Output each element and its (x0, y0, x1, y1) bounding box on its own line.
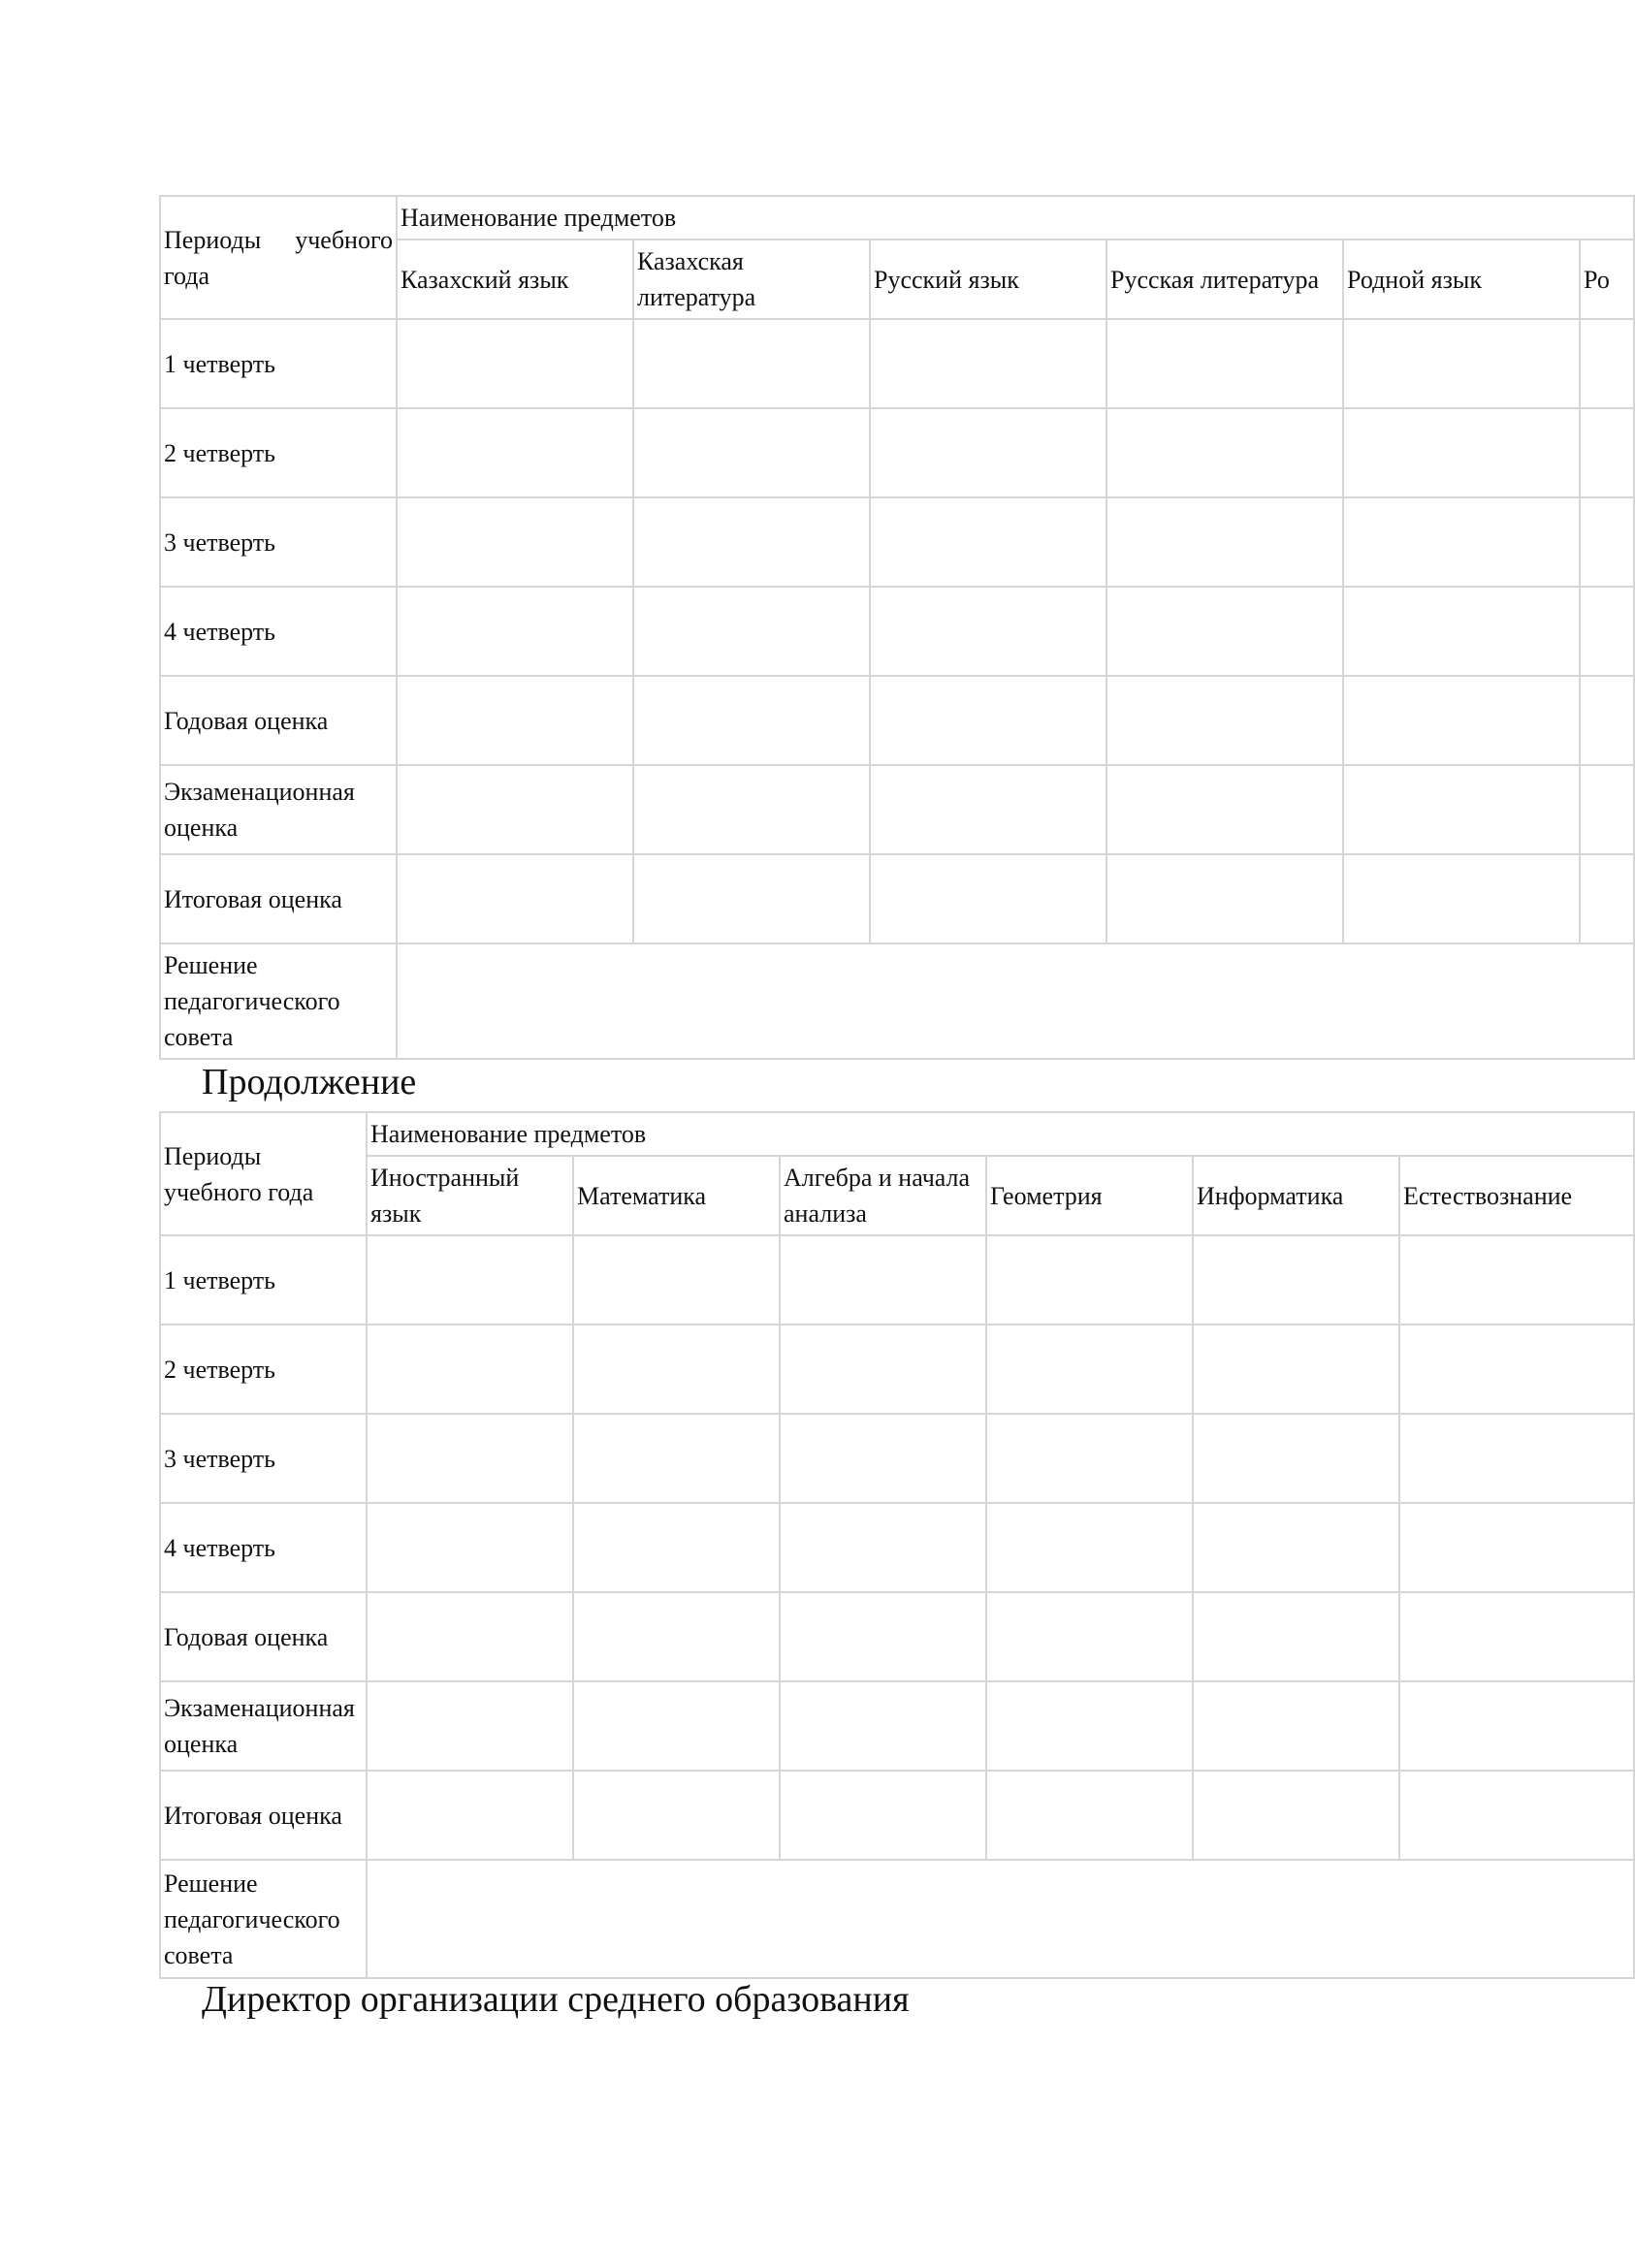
grade-cell (633, 408, 870, 497)
row-label: 4 четверть (160, 587, 397, 676)
grade-cell (870, 408, 1106, 497)
grade-cell (1106, 408, 1343, 497)
grade-cell (1193, 1325, 1399, 1414)
grade-cell (1106, 497, 1343, 587)
council-row (160, 943, 1634, 1059)
grade-cell (573, 1592, 780, 1681)
subject-header: Русский язык (870, 240, 1106, 319)
grade-cell (397, 854, 633, 943)
grade-cell (1399, 1325, 1634, 1414)
grade-cell (870, 319, 1106, 408)
grade-cell (986, 1592, 1193, 1681)
row-label: 3 четверть (160, 1414, 367, 1503)
grade-cell (573, 1681, 780, 1771)
grade-cell (870, 765, 1106, 854)
grade-cell (1343, 319, 1580, 408)
grade-cell (1343, 676, 1580, 765)
row-label: 4 четверть (160, 1503, 367, 1592)
grade-cell (367, 1414, 573, 1503)
grade-cell (1399, 1771, 1634, 1860)
grade-row (160, 408, 1634, 497)
subject-header: Казахский язык (397, 240, 633, 319)
grade-cell (573, 1235, 780, 1325)
grade-row (160, 1503, 1634, 1592)
subject-header: Геометрия (986, 1156, 1193, 1235)
grade-cell (1399, 1592, 1634, 1681)
grade-cell (1580, 587, 1634, 676)
grade-row (160, 676, 1634, 765)
grade-row (160, 587, 1634, 676)
grade-cell (1580, 765, 1634, 854)
row-label: 1 четверть (160, 1235, 367, 1325)
row-label: 3 четверть (160, 497, 397, 587)
council-row (160, 1860, 1634, 1978)
grade-cell (780, 1681, 986, 1771)
grade-cell (1580, 319, 1634, 408)
row-label: Итоговая оценка (160, 854, 397, 943)
grade-cell (1580, 497, 1634, 587)
grade-cell (573, 1414, 780, 1503)
grade-row (160, 1592, 1634, 1681)
grade-cell (1399, 1235, 1634, 1325)
grade-cell (1580, 854, 1634, 943)
grade-cell (397, 497, 633, 587)
continued-label: Продолжение (202, 1062, 417, 1102)
grade-cell (780, 1771, 986, 1860)
grade-cell (573, 1325, 780, 1414)
subject-header: Алгебра и начала анализа (780, 1156, 986, 1235)
grade-cell (1193, 1503, 1399, 1592)
grade-cell (870, 676, 1106, 765)
subject-header: Казахская литература (633, 240, 870, 319)
row-label: Экзаменационная оценка (160, 1681, 367, 1771)
grade-cell (1343, 765, 1580, 854)
row-label: Экзаменационная оценка (160, 765, 397, 854)
grade-cell (986, 1503, 1193, 1592)
row-label: Годовая оценка (160, 1592, 367, 1681)
grade-cell (633, 497, 870, 587)
grade-cell (397, 319, 633, 408)
grade-cell (1193, 1235, 1399, 1325)
row-label: 1 четверть (160, 319, 397, 408)
grade-cell (633, 319, 870, 408)
council-label: Решение педагогического совета (160, 943, 397, 1059)
grade-row (160, 497, 1634, 587)
grade-cell (986, 1325, 1193, 1414)
grade-row (160, 1414, 1634, 1503)
grade-cell (367, 1235, 573, 1325)
grade-cell (780, 1414, 986, 1503)
grade-cell (1399, 1414, 1634, 1503)
grade-cell (780, 1325, 986, 1414)
grade-cell (1106, 587, 1343, 676)
grade-cell (397, 408, 633, 497)
grade-cell (367, 1681, 573, 1771)
row-label: Итоговая оценка (160, 1771, 367, 1860)
grade-cell (986, 1235, 1193, 1325)
grade-cell (1343, 408, 1580, 497)
grade-cell (573, 1771, 780, 1860)
grade-cell (1106, 765, 1343, 854)
subject-header: Ро (1580, 240, 1634, 319)
row-label: 2 четверть (160, 1325, 367, 1414)
period-header: Периоды учебного года (160, 196, 397, 319)
grade-cell (633, 854, 870, 943)
grade-cell (633, 765, 870, 854)
grades-table-1 (159, 195, 1635, 1060)
grade-cell (1343, 587, 1580, 676)
grade-row (160, 765, 1634, 854)
grade-cell (1580, 408, 1634, 497)
grade-cell (986, 1681, 1193, 1771)
grade-row (160, 1681, 1634, 1771)
subject-header: Математика (573, 1156, 780, 1235)
grade-cell (1399, 1503, 1634, 1592)
grade-row (160, 319, 1634, 408)
row-label: 2 четверть (160, 408, 397, 497)
grade-cell (397, 587, 633, 676)
grade-cell (367, 1592, 573, 1681)
grade-cell (1343, 497, 1580, 587)
subjects-header: Наименование предметов (397, 196, 1634, 240)
subject-header: Иностранный язык (367, 1156, 573, 1235)
grades-table-2 (159, 1111, 1635, 1979)
grade-cell (1106, 854, 1343, 943)
grade-cell (1399, 1681, 1634, 1771)
subject-header: Естествознание (1399, 1156, 1634, 1235)
grade-cell (1580, 676, 1634, 765)
grade-cell (1106, 319, 1343, 408)
grade-row (160, 1235, 1634, 1325)
grade-cell (986, 1414, 1193, 1503)
grade-cell (367, 1771, 573, 1860)
row-label: Годовая оценка (160, 676, 397, 765)
subject-header: Информатика (1193, 1156, 1399, 1235)
grade-cell (367, 1325, 573, 1414)
grade-cell (573, 1503, 780, 1592)
subject-header: Русская литература (1106, 240, 1343, 319)
grade-cell (780, 1503, 986, 1592)
grade-cell (1106, 676, 1343, 765)
grade-row (160, 854, 1634, 943)
grade-cell (633, 587, 870, 676)
grade-cell (780, 1592, 986, 1681)
director-label: Директор организации среднего образования (202, 1979, 910, 2020)
council-decision-cell (367, 1860, 1634, 1978)
grade-cell (1193, 1681, 1399, 1771)
grade-cell (1193, 1414, 1399, 1503)
grade-cell (397, 676, 633, 765)
grade-cell (367, 1503, 573, 1592)
subjects-header: Наименование предметов (367, 1112, 1634, 1156)
grade-cell (633, 676, 870, 765)
grade-row (160, 1771, 1634, 1860)
grade-cell (1193, 1771, 1399, 1860)
grade-cell (397, 765, 633, 854)
grade-row (160, 1325, 1634, 1414)
grade-cell (1193, 1592, 1399, 1681)
period-header: Периоды учебного года (160, 1112, 367, 1235)
grade-cell (780, 1235, 986, 1325)
grade-cell (1343, 854, 1580, 943)
council-label: Решение педагогического совета (160, 1860, 367, 1978)
subject-header: Родной язык (1343, 240, 1580, 319)
grade-cell (870, 497, 1106, 587)
council-decision-cell (397, 943, 1634, 1059)
grade-cell (870, 854, 1106, 943)
grade-cell (986, 1771, 1193, 1860)
grade-cell (870, 587, 1106, 676)
